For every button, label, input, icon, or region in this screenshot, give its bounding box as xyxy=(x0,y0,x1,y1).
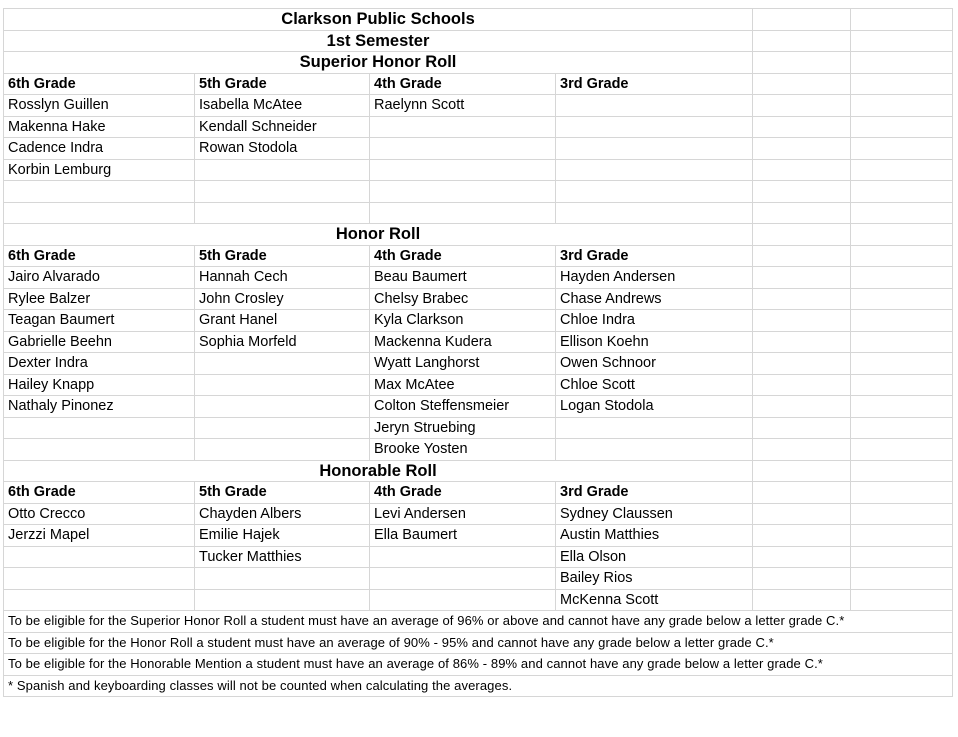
sheet-cell xyxy=(195,396,370,418)
student-name: Beau Baumert xyxy=(370,267,556,289)
eligibility-note: * Spanish and keyboarding classes will not be counted when calculating the averages. xyxy=(4,675,953,697)
sheet-cell xyxy=(556,95,753,117)
student-name: Isabella McAtee xyxy=(195,95,370,117)
title-row xyxy=(4,460,953,482)
title-row xyxy=(4,52,953,74)
student-name: Mackenna Kudera xyxy=(370,331,556,353)
sheet-cell xyxy=(753,288,851,310)
student-name: Hannah Cech xyxy=(195,267,370,289)
student-name: Cadence Indra xyxy=(4,138,195,160)
sheet-cell xyxy=(753,460,851,482)
student-name: Sydney Claussen xyxy=(556,503,753,525)
grade-header: 3rd Grade xyxy=(556,482,753,504)
grade-header: 3rd Grade xyxy=(556,245,753,267)
sheet-cell xyxy=(4,589,195,611)
sheet-cell xyxy=(851,353,953,375)
grade-header: 4th Grade xyxy=(370,482,556,504)
grade-header: 6th Grade xyxy=(4,73,195,95)
sheet-cell xyxy=(370,116,556,138)
sheet-cell xyxy=(851,224,953,246)
sheet-cell xyxy=(556,202,753,224)
student-name: Korbin Lemburg xyxy=(4,159,195,181)
sheet-cell xyxy=(556,116,753,138)
sheet-cell xyxy=(195,589,370,611)
student-row xyxy=(4,116,953,138)
sheet-cell xyxy=(4,439,195,461)
student-name: Chayden Albers xyxy=(195,503,370,525)
honor-roll-sheet xyxy=(3,8,953,697)
note-row xyxy=(4,632,953,654)
sheet-cell xyxy=(753,245,851,267)
sheet-cell xyxy=(851,546,953,568)
student-name: Jairo Alvarado xyxy=(4,267,195,289)
student-name: Ella Baumert xyxy=(370,525,556,547)
semester-title: 1st Semester xyxy=(4,30,753,52)
sheet-cell xyxy=(370,568,556,590)
sheet-cell xyxy=(370,589,556,611)
sheet-cell xyxy=(851,267,953,289)
student-name: Kyla Clarkson xyxy=(370,310,556,332)
student-row xyxy=(4,267,953,289)
student-row xyxy=(4,202,953,224)
sheet-cell xyxy=(556,417,753,439)
sheet-cell xyxy=(753,525,851,547)
sheet-cell xyxy=(753,310,851,332)
student-name: Grant Hanel xyxy=(195,310,370,332)
student-name: Chloe Indra xyxy=(556,310,753,332)
student-name: Dexter Indra xyxy=(4,353,195,375)
sheet-cell xyxy=(753,589,851,611)
sheet-cell xyxy=(753,417,851,439)
sheet-cell xyxy=(195,353,370,375)
sheet-cell xyxy=(851,439,953,461)
sheet-cell xyxy=(195,374,370,396)
sheet-cell xyxy=(851,181,953,203)
sheet-cell xyxy=(195,202,370,224)
student-name: Sophia Morfeld xyxy=(195,331,370,353)
grade-header-row xyxy=(4,73,953,95)
sheet-cell xyxy=(370,138,556,160)
student-row xyxy=(4,288,953,310)
sheet-cell xyxy=(851,460,953,482)
sheet-cell xyxy=(4,568,195,590)
sheet-cell xyxy=(851,503,953,525)
grade-header: 6th Grade xyxy=(4,245,195,267)
grade-header-row xyxy=(4,482,953,504)
sheet-cell xyxy=(195,181,370,203)
grade-header: 5th Grade xyxy=(195,482,370,504)
grade-header: 4th Grade xyxy=(370,245,556,267)
sheet-cell xyxy=(556,439,753,461)
student-row xyxy=(4,331,953,353)
sheet-cell xyxy=(753,159,851,181)
student-name: Chelsy Brabec xyxy=(370,288,556,310)
student-name: Raelynn Scott xyxy=(370,95,556,117)
title-row xyxy=(4,9,953,31)
sheet-cell xyxy=(851,310,953,332)
sheet-cell xyxy=(753,568,851,590)
sheet-cell xyxy=(370,546,556,568)
eligibility-note: To be eligible for the Honor Roll a student must have an average of 90% - 95% and cannot have any grade below a letter grade C.* xyxy=(4,632,953,654)
student-row xyxy=(4,310,953,332)
student-name: Chase Andrews xyxy=(556,288,753,310)
sheet-cell xyxy=(556,181,753,203)
section-title: Superior Honor Roll xyxy=(4,52,753,74)
student-row xyxy=(4,525,953,547)
student-name: Emilie Hajek xyxy=(195,525,370,547)
sheet-cell xyxy=(753,73,851,95)
sheet-cell xyxy=(195,417,370,439)
student-name: Otto Crecco xyxy=(4,503,195,525)
grade-header: 5th Grade xyxy=(195,245,370,267)
student-row xyxy=(4,138,953,160)
eligibility-note: To be eligible for the Superior Honor Roll a student must have an average of 96% or above and cannot have any grade below a letter grade C.* xyxy=(4,611,953,633)
sheet-cell xyxy=(753,95,851,117)
sheet-cell xyxy=(753,439,851,461)
student-name: John Crosley xyxy=(195,288,370,310)
student-name: Jerzzi Mapel xyxy=(4,525,195,547)
sheet-cell xyxy=(753,52,851,74)
student-name: Ellison Koehn xyxy=(556,331,753,353)
grade-header: 4th Grade xyxy=(370,73,556,95)
sheet-cell xyxy=(851,202,953,224)
student-row xyxy=(4,503,953,525)
grade-header: 3rd Grade xyxy=(556,73,753,95)
sheet-cell xyxy=(4,417,195,439)
title-row xyxy=(4,224,953,246)
student-name: Rylee Balzer xyxy=(4,288,195,310)
sheet-cell xyxy=(753,224,851,246)
student-row xyxy=(4,417,953,439)
sheet-cell xyxy=(753,202,851,224)
student-name: Teagan Baumert xyxy=(4,310,195,332)
sheet-cell xyxy=(753,267,851,289)
student-name: Nathaly Pinonez xyxy=(4,396,195,418)
student-name: Colton Steffensmeier xyxy=(370,396,556,418)
sheet-cell xyxy=(556,138,753,160)
section-title: Honorable Roll xyxy=(4,460,753,482)
sheet-cell xyxy=(851,525,953,547)
sheet-cell xyxy=(195,439,370,461)
sheet-cell xyxy=(851,73,953,95)
eligibility-note: To be eligible for the Honorable Mention a student must have an average of 86% - 89% and cannot have any grade below a letter grade C.* xyxy=(4,654,953,676)
sheet-cell xyxy=(851,589,953,611)
sheet-cell xyxy=(851,9,953,31)
sheet-cell xyxy=(851,482,953,504)
student-row xyxy=(4,374,953,396)
sheet-cell xyxy=(753,396,851,418)
sheet-cell xyxy=(4,202,195,224)
sheet-cell xyxy=(4,181,195,203)
sheet-cell xyxy=(851,396,953,418)
student-name: Owen Schnoor xyxy=(556,353,753,375)
grade-header: 6th Grade xyxy=(4,482,195,504)
sheet-cell xyxy=(753,546,851,568)
sheet-cell xyxy=(195,568,370,590)
sheet-cell xyxy=(851,116,953,138)
student-name: Wyatt Langhorst xyxy=(370,353,556,375)
sheet-cell xyxy=(370,181,556,203)
sheet-cell xyxy=(753,482,851,504)
grade-header: 5th Grade xyxy=(195,73,370,95)
sheet-cell xyxy=(851,568,953,590)
student-name: Logan Stodola xyxy=(556,396,753,418)
student-row xyxy=(4,396,953,418)
sheet-cell xyxy=(195,159,370,181)
title-row xyxy=(4,30,953,52)
student-row xyxy=(4,181,953,203)
student-name: Brooke Yosten xyxy=(370,439,556,461)
sheet-cell xyxy=(753,331,851,353)
sheet-cell xyxy=(4,546,195,568)
sheet-cell xyxy=(753,374,851,396)
student-name: Max McAtee xyxy=(370,374,556,396)
sheet-cell xyxy=(753,181,851,203)
student-name: Hayden Andersen xyxy=(556,267,753,289)
student-name: Gabrielle Beehn xyxy=(4,331,195,353)
student-name: Hailey Knapp xyxy=(4,374,195,396)
note-row xyxy=(4,654,953,676)
student-row xyxy=(4,353,953,375)
sheet-cell xyxy=(851,30,953,52)
sheet-cell xyxy=(851,159,953,181)
sheet-cell xyxy=(370,159,556,181)
student-name: Rowan Stodola xyxy=(195,138,370,160)
sheet-cell xyxy=(851,417,953,439)
school-title: Clarkson Public Schools xyxy=(4,9,753,31)
student-row xyxy=(4,159,953,181)
sheet-cell xyxy=(753,116,851,138)
sheet-cell xyxy=(851,245,953,267)
sheet-cell xyxy=(370,202,556,224)
student-name: Bailey Rios xyxy=(556,568,753,590)
sheet-cell xyxy=(753,30,851,52)
sheet-cell xyxy=(851,374,953,396)
student-name: Chloe Scott xyxy=(556,374,753,396)
sheet-cell xyxy=(556,159,753,181)
student-name: McKenna Scott xyxy=(556,589,753,611)
sheet-cell xyxy=(851,138,953,160)
sheet-cell xyxy=(851,331,953,353)
student-name: Rosslyn Guillen xyxy=(4,95,195,117)
sheet-cell xyxy=(851,95,953,117)
note-row xyxy=(4,675,953,697)
student-row xyxy=(4,546,953,568)
student-name: Jeryn Struebing xyxy=(370,417,556,439)
student-name: Austin Matthies xyxy=(556,525,753,547)
student-row xyxy=(4,95,953,117)
student-name: Makenna Hake xyxy=(4,116,195,138)
grade-header-row xyxy=(4,245,953,267)
student-row xyxy=(4,568,953,590)
note-row xyxy=(4,611,953,633)
sheet-cell xyxy=(851,52,953,74)
student-row xyxy=(4,439,953,461)
student-name: Tucker Matthies xyxy=(195,546,370,568)
student-name: Levi Andersen xyxy=(370,503,556,525)
sheet-cell xyxy=(753,138,851,160)
sheet-cell xyxy=(753,9,851,31)
section-title: Honor Roll xyxy=(4,224,753,246)
sheet-cell xyxy=(753,503,851,525)
student-row xyxy=(4,589,953,611)
sheet-cell xyxy=(851,288,953,310)
sheet-cell xyxy=(753,353,851,375)
student-name: Ella Olson xyxy=(556,546,753,568)
student-name: Kendall Schneider xyxy=(195,116,370,138)
